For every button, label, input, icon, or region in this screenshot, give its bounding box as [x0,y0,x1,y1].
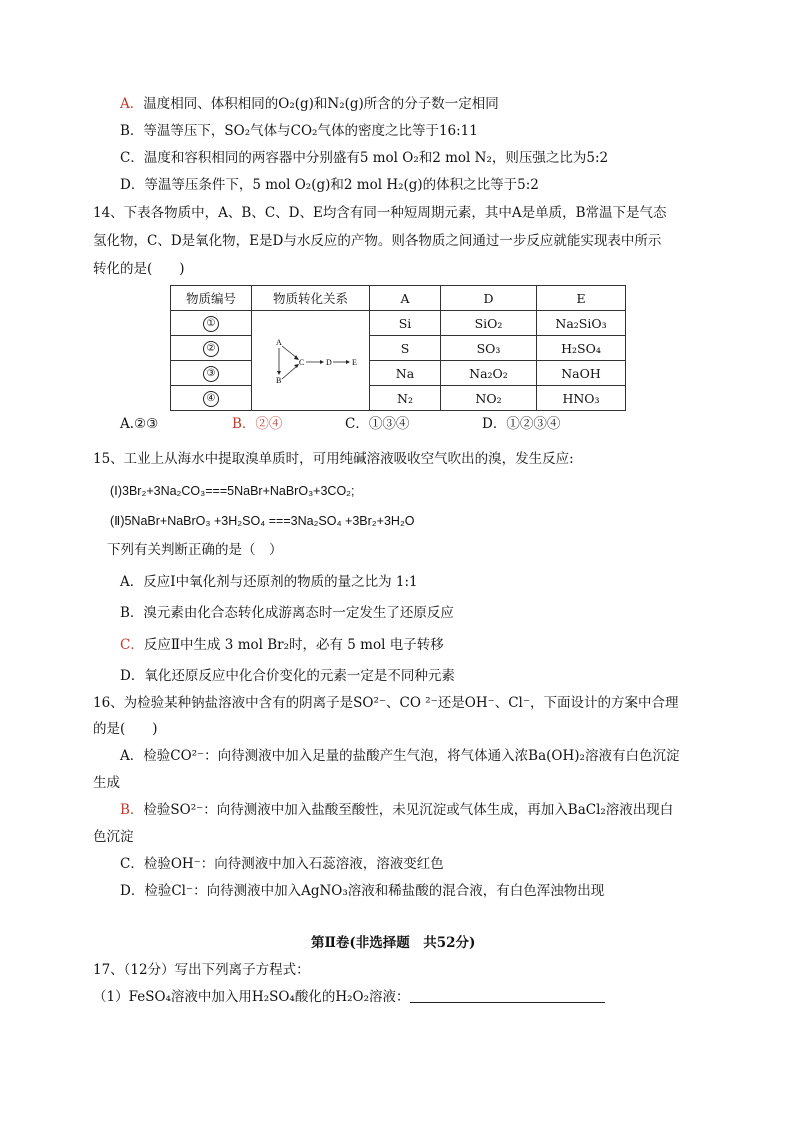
q14-table [170,285,626,411]
cell-d: Na₂O₂ [441,361,537,386]
row-number: ④ [203,391,219,407]
q15-option-c [120,635,444,655]
cell-d: SO₃ [441,336,537,361]
cell-a: N₂ [370,386,441,411]
q15-option-b: B．溴元素由化合态转化成游离态时一定发生了还原反应 [120,605,454,621]
table-header-number: 物质编号 [171,286,252,311]
row-number: ① [203,316,219,332]
q16-option-b-line2: 色沉淀 [93,829,134,845]
q16-option-a-line2: 生成 [93,775,120,791]
q14-option-d: D．①②③④ [482,416,561,432]
table-header-a: A [370,286,441,311]
cell-d: SiO₂ [441,311,537,336]
q17-stem: 17、（12分）写出下列离子方程式： [93,962,310,978]
q13-option-a-text: 温度相同、体积相同的O₂(g)和N₂(g)所含的分子数一定相同 [143,96,499,112]
q14-stem-line1: 14、下表各物质中，A、B、C、D、E均含有同一种短周期元素，其中A是单质，B常温下是气态 [93,205,667,221]
q16-stem-line2: 的是( ) [93,721,158,737]
table-header-d: D [441,286,537,311]
q13-option-a-letter: A． [120,96,144,112]
cell-a: Si [370,311,441,336]
row-number: ③ [203,366,219,382]
q16-option-c: C．检验OH⁻：向待测液中加入石蕊溶液，溶液变红色 [120,856,444,872]
q15-ask: 下列有关判断正确的是（ ） [107,542,283,558]
q13-option-a [120,94,499,114]
q16-option-b-text: 检验SO²⁻：向待测液中加入盐酸至酸性，未见沉淀或气体生成，再加入BaCl₂溶液出现白 [143,802,674,818]
diagram-label-d: D [325,357,332,367]
part2-title: 第Ⅱ卷(非选择题 共52分) [311,935,476,951]
diagram-label-a: A [275,337,282,347]
q13-option-c: C．温度和容积相同的两容器中分别盛有5 mol O₂和2 mol N₂，则压强之比为5:2 [120,150,609,166]
cell-a: Na [370,361,441,386]
q15-reaction-1: (Ⅰ)3Br₂+3Na₂CO₃===5NaBr+NaBrO₃+3CO₂; [110,484,355,498]
q14-stem-line3: 转化的是( ) [93,261,185,277]
conversion-diagram-svg [256,321,366,401]
cell-e: HNO₃ [537,386,626,411]
q14-option-c: C．①③④ [345,416,410,432]
q17-item-1-text: （1）FeSO₄溶液中加入用H₂SO₄酸化的H₂O₂溶液： [93,989,410,1005]
table-row [171,386,626,411]
diagram-label-c: C [298,357,304,367]
q14-option-b: B．②④ [232,416,283,432]
conversion-diagram [252,311,370,411]
q15-stem: 15、工业上从海水中提取溴单质时，可用纯碱溶液吸收空气吹出的溴，发生反应: [93,451,574,467]
cell-e: H₂SO₄ [537,336,626,361]
cell-e: NaOH [537,361,626,386]
q15-option-a: A．反应Ⅰ中氧化剂与还原剂的物质的量之比为 1:1 [120,574,418,590]
diagram-label-b: B [275,375,281,385]
cell-a: S [370,336,441,361]
cell-d: NO₂ [441,386,537,411]
q13-option-b: B．等温等压下，SO₂气体与CO₂气体的密度之比等于16:11 [120,123,478,139]
table-header-relation: 物质转化关系 [252,286,370,311]
q13-option-d: D．等温等压条件下，5 mol O₂(g)和2 mol H₂(g)的体积之比等于5:2 [120,177,539,193]
q14-stem-line2: 氢化物，C、D是氧化物，E是D与水反应的产物。则各物质之间通过一步反应就能实现表中所示 [93,233,662,249]
q15-option-c-text: 反应Ⅱ中生成 3 mol Br₂时，必有 5 mol 电子转移 [143,637,444,653]
q15-option-d: D．氧化还原反应中化合价变化的元素一定是不同种元素 [120,668,455,684]
table-row [171,361,626,386]
q16-option-b-letter: B． [120,802,144,818]
row-number: ② [203,341,219,357]
cell-e: Na₂SiO₃ [537,311,626,336]
q16-option-a-line1: A．检验CO²⁻：向待测液中加入足量的盐酸产生气泡，将气体通入浓Ba(OH)₂溶液有白色沉淀 [120,748,680,764]
table-header-e: E [537,286,626,311]
q15-option-c-letter: C． [120,637,144,653]
table-row [171,311,626,336]
q16-option-d: D．检验Cl⁻：向待测液中加入AgNO₃溶液和稀盐酸的混合液，有白色浑浊物出现 [120,883,605,899]
q16-option-b-line1 [120,800,673,820]
diagram-label-e: E [351,357,357,367]
answer-blank[interactable] [410,988,605,1003]
table-row [171,336,626,361]
q15-reaction-2: (Ⅱ)5NaBr+NaBrO₃ +3H₂SO₄ ===3Na₂SO₄ +3Br₂+3H₂O [110,514,415,528]
q17-item-1 [93,987,605,1007]
q14-option-a: A.②③ [120,416,159,432]
q16-stem-line1: 16、为检验某种钠盐溶液中含有的阴离子是SO²⁻、CO ²⁻还是OH⁻、Cl⁻，下面设计的方案中合理 [93,695,679,711]
